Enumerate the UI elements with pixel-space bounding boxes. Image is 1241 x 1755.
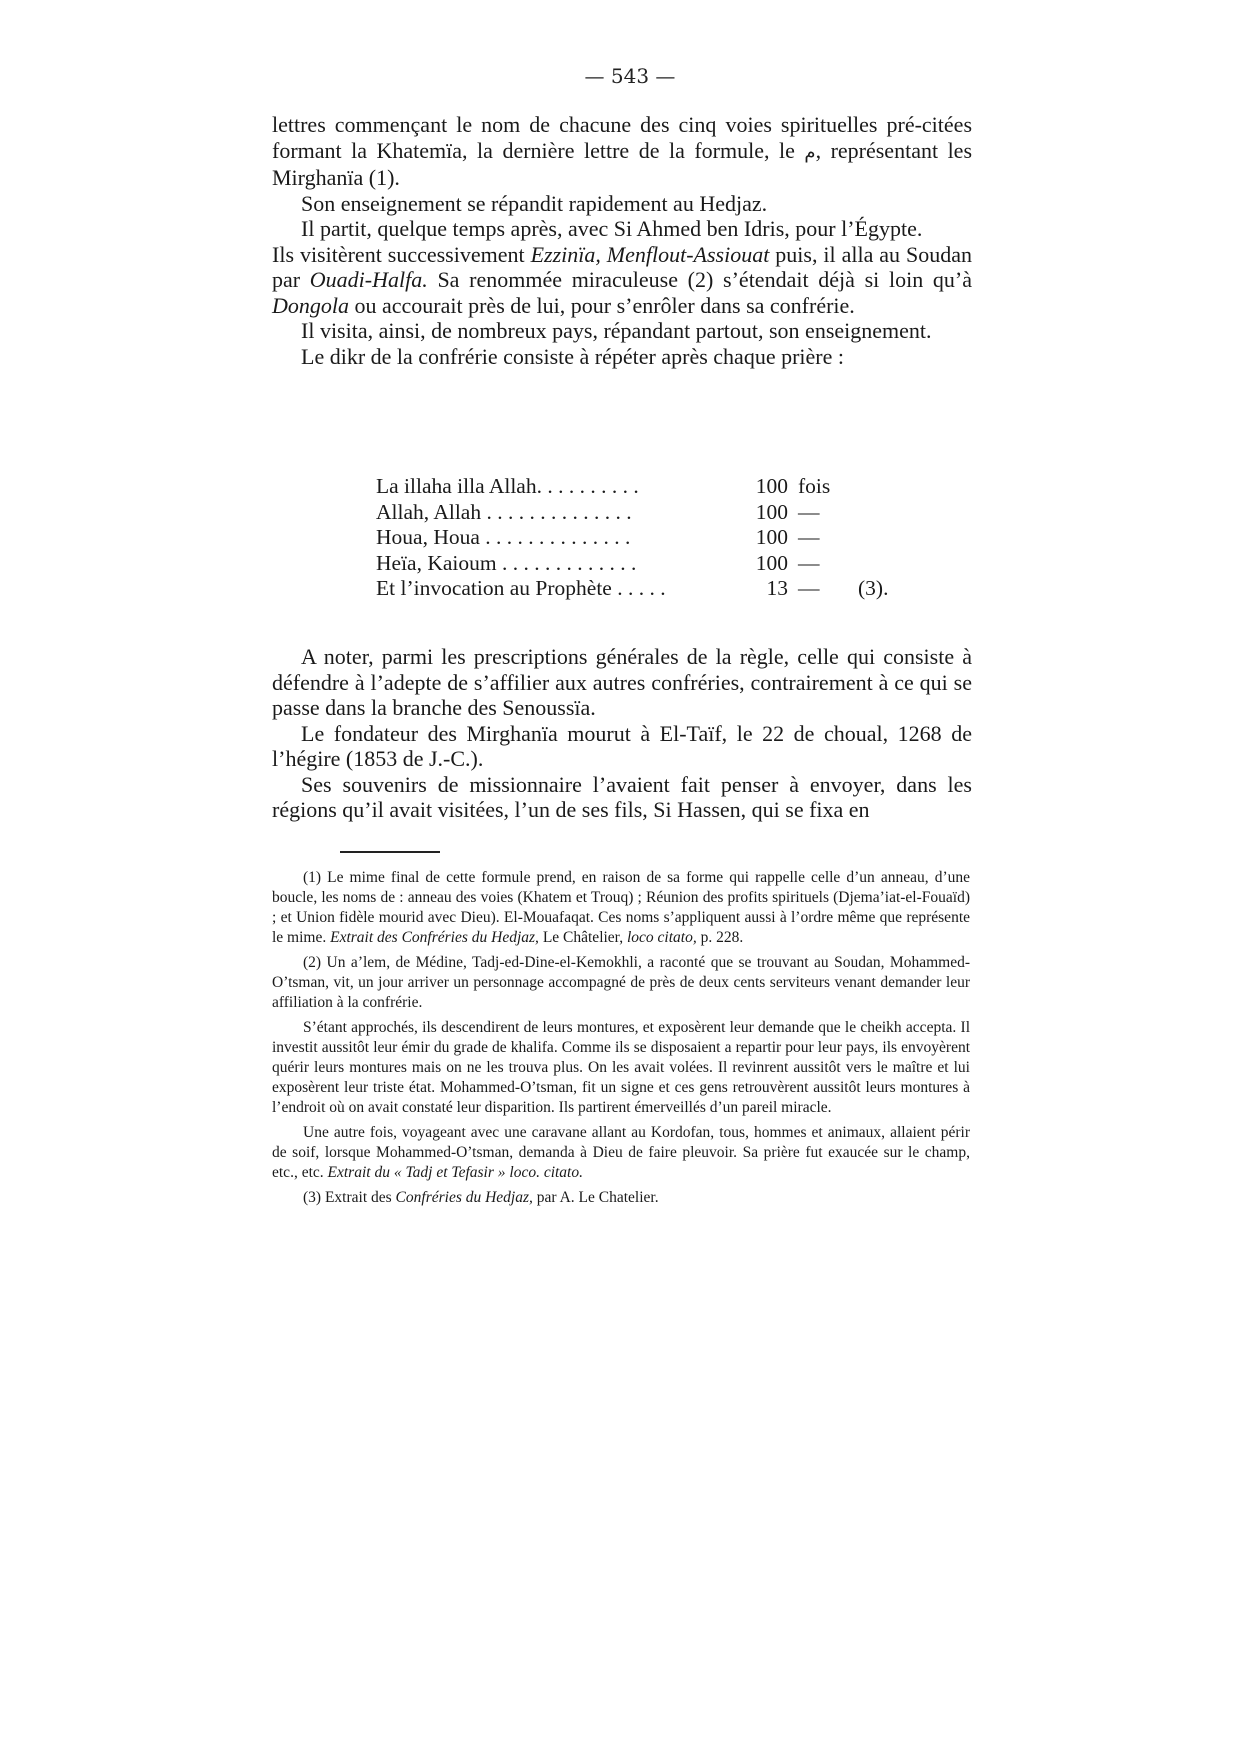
dikr-label: La illaha illa Allah. . . . . . . . . . [376, 474, 639, 498]
dikr-row [376, 576, 936, 602]
page-number: — 543 — [584, 64, 676, 88]
dikr-label: Allah, Allah . . . . . . . . . . . . . . [376, 499, 632, 524]
dikr-row [376, 525, 936, 551]
footnote-3 [272, 1188, 970, 1208]
text-span: Une autre fois, voyageant avec une caravane allant au Kordofan, tous, hommes et animaux, allaient périr de soif, lorsque Mohammed-O’tsman, demanda à Dieu de faire pleuvoir. Sa prière fut exaucée sur le champ, etc., etc. [272, 1124, 970, 1181]
text-span: puis, il alla au Soudan par [272, 241, 973, 292]
dikr-unit: fois [798, 474, 831, 498]
dikr-count: 100 [755, 474, 788, 498]
dikr-row [376, 551, 936, 577]
paragraph-3: Il partit, quelque temps après, avec Si Ahmed ben Idris, pour l’Égypte. [301, 216, 923, 241]
text-span: Ils visitèrent successivement [272, 241, 531, 267]
place-name: Dongola [272, 292, 349, 318]
dikr-table [376, 474, 936, 602]
paragraph-6: Le dikr de la confrérie consiste à répéter après chaque prière : [301, 343, 844, 369]
text-span: p. 228. [696, 929, 744, 946]
dikr-unit: — [798, 525, 820, 549]
place-name: Ezzinïa, Menflout-Assiouat [530, 241, 770, 267]
citation-title: Confréries du Hedjaz, [395, 1189, 533, 1206]
dikr-unit: — [798, 576, 820, 600]
text-span: (3) Extrait des [303, 1189, 396, 1206]
citation-title: Extrait des Confréries du Hedjaz, [330, 929, 539, 946]
footnote-2: (2) Un a’lem, de Médine, Tadj-ed-Dine-el-Kemokhli, a raconté que se trouvant au Soudan, Mohammed-O’tsman, vit, un jour arriver un personnage accompagné de près de deux cents serviteurs venant demander leur affiliation à la confrérie. [272, 954, 970, 1011]
dikr-ref [858, 525, 918, 551]
text-span: ou accourait près de lui, pour s’enrôler dans sa confrérie. [349, 292, 855, 318]
arabic-letter: م [804, 141, 816, 163]
dikr-ref [858, 500, 918, 526]
main-text [272, 112, 972, 369]
paragraph-5: Il visita, ainsi, de nombreux pays, répandant partout, son enseignement. [301, 318, 932, 343]
footnote-1 [272, 868, 970, 948]
paragraph-4 [272, 242, 972, 319]
dikr-ref [858, 551, 918, 577]
dikr-label: Houa, Houa . . . . . . . . . . . . . . [376, 525, 631, 549]
dikr-count: 13 [766, 576, 788, 600]
dikr-ref: (3). [858, 576, 889, 600]
paragraph-8: Le fondateur des Mirghanïa mourut à El-Taïf, le 22 de choual, 1268 de l’hégire (1853 de J.-C.). [272, 720, 972, 771]
footnote-2-continued: S’étant approchés, ils descendirent de leurs montures, et exposèrent leur demande que le cheikh accepta. Il investit aussitôt leur émir du grade de khalifa. Comme ils se disposaient a repartir pour leur pays, ils envoyèrent quérir leurs montures mais on ne les trouva plus. On les avait volées. Il revinrent aussitôt vers le maître et lui exposèrent leur triste état. Mohammed-O’tsman, fit un signe et ces gens retrouvèrent aussitôt leurs montures à l’endroit où on avait constaté leur disparition. Ils partirent émerveillés d’un pareil miracle. [272, 1019, 970, 1116]
dikr-row [376, 500, 936, 526]
dikr-unit: — [798, 550, 820, 575]
dikr-label: Heïa, Kaioum . . . . . . . . . . . . . [376, 550, 637, 575]
footnote-2-continued-2 [272, 1123, 970, 1183]
text-span: par A. Le Chatelier. [532, 1189, 659, 1206]
footnotes [272, 868, 970, 1213]
text-span: lettres commençant le nom de chacune des cinq voies spirituelles pré-citées formant la Khatemïa, la dernière lettre de la formule, le [272, 112, 972, 163]
paragraph-9: Ses souvenirs de missionnaire l’avaient fait penser à envoyer, dans les régions qu’il avait visitées, l’un de ses fils, Si Hassen, qui se fixa en [272, 771, 972, 822]
dikr-count: 100 [755, 550, 788, 575]
paragraph-1 [272, 112, 972, 191]
main-text-continued [272, 644, 972, 823]
dikr-label: Et l’invocation au Prophète . . . . . [376, 576, 666, 600]
dikr-row [376, 474, 936, 500]
paragraph-2: Son enseignement se répandit rapidement au Hedjaz. [301, 190, 768, 216]
dikr-unit: — [798, 499, 820, 524]
text-span: , représentant les Mirghanïa (1). [272, 137, 973, 190]
text-span: Le Châtelier, [538, 929, 627, 946]
citation-title: Extrait du « Tadj et Tefasir » loco. citato. [327, 1164, 583, 1181]
paragraph-7: A noter, parmi les prescriptions générales de la règle, celle qui consiste à défendre à l’adepte de s’affilier aux autres confréries, contrairement à ce qui se passe dans la branche des Senoussïa. [272, 644, 972, 720]
text-span: (1) Le mime final de cette formule prend, en raison de sa forme qui rappelle celle d’un anneau, d’une boucle, les noms de : anneau des voies (Khatem et Trouq) ; Réunion des profits spirituels (Djema’iat-el-Fouaïd) ; et Union fidèle mourid avec Dieu). El-Mouafaqat. Ces noms s’appliquent aussi à l’ordre même que représente le mime. [272, 869, 970, 946]
footnote-separator [340, 851, 440, 853]
citation-loco: loco citato, [626, 929, 697, 946]
dikr-ref [858, 474, 918, 500]
text-span: Sa renommée miraculeuse (2) s’étendait déjà si loin qu’à [427, 267, 972, 292]
place-name: Ouadi-Halfa. [309, 267, 428, 292]
dikr-count: 100 [755, 525, 788, 549]
dikr-count: 100 [755, 499, 788, 524]
